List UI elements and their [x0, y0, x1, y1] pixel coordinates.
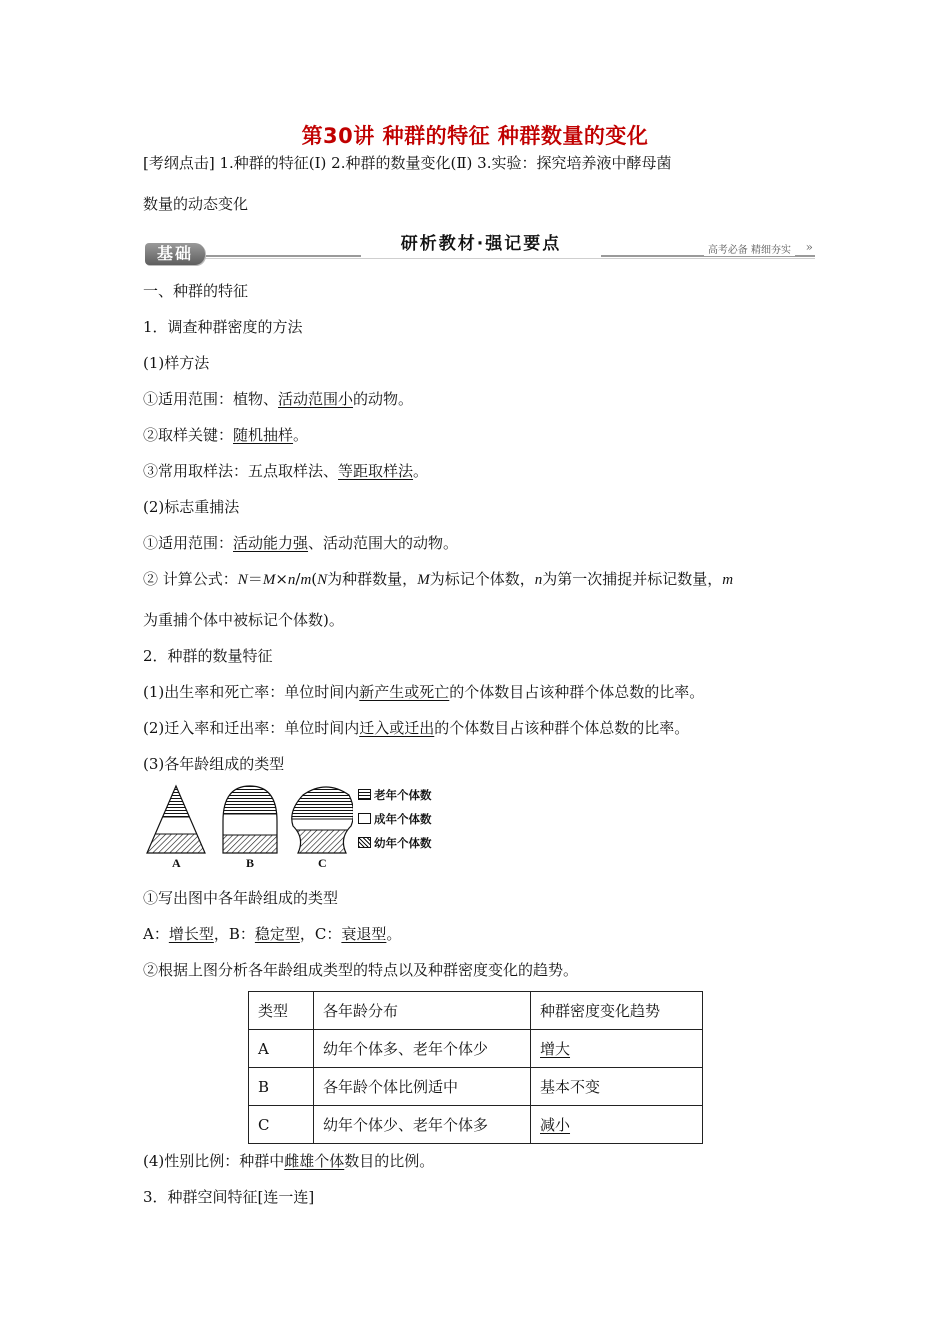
banner-badge: 基础 — [145, 243, 205, 265]
subheading-3: 3．种群空间特征[连一连] — [143, 1188, 315, 1206]
legend-swatch-elderly — [358, 789, 371, 800]
age-structure-table — [248, 991, 703, 1144]
subheading-1: 1．调查种群密度的方法 — [143, 318, 303, 336]
banner-title: 研析教材·强记要点 — [361, 231, 601, 257]
legend-swatch-adult — [358, 813, 371, 824]
question-1: ①写出图中各年龄组成的类型 — [143, 889, 339, 907]
formula-line-2: 为重捕个体中被标记个体数)。 — [143, 611, 344, 629]
quadrat-methods: ③常用取样法：五点取样法、等距取样法。 — [143, 462, 429, 480]
quadrat-key: ②取样关键：随机抽样。 — [143, 426, 309, 444]
formula-line: ② 计算公式：N＝M×n/m(N为种群数量，M为标记个体数，n为第一次捕捉并标记数量，m — [143, 570, 734, 588]
quadrat-method: (1)样方法 — [143, 354, 210, 372]
sex-ratio: (4)性别比例：种群中雌雄个体数目的比例。 — [143, 1152, 435, 1170]
table-row — [249, 1068, 703, 1106]
pyramid-a — [143, 783, 213, 854]
legend-swatch-young — [358, 837, 371, 848]
table-cell: C — [249, 1106, 314, 1144]
legend-young: 幼年个体数 — [358, 835, 432, 851]
banner-tagline: 高考必备 精细夯实 — [704, 241, 795, 256]
subheading-2: 2．种群的数量特征 — [143, 647, 273, 665]
section-heading: 一、种群的特征 — [143, 282, 249, 300]
table-cell: 增大 — [531, 1030, 703, 1068]
age-pyramid-figure — [143, 783, 443, 875]
table-header-row — [249, 992, 703, 1030]
table-header-cell: 种群密度变化趋势 — [531, 992, 703, 1030]
figure-label-c: C — [318, 856, 327, 870]
quadrat-scope: ①适用范围：植物、活动范围小的动物。 — [143, 390, 414, 408]
chevron-right-icon: » — [805, 240, 813, 254]
syllabus-line-1: [考纲点击] 1.种群的特征(Ⅰ) 2.种群的数量变化(Ⅱ) 3.实验：探究培养液中酵母菌 — [143, 154, 672, 172]
mark-recapture: (2)标志重捕法 — [143, 498, 240, 516]
legend-elderly: 老年个体数 — [358, 787, 432, 803]
table-cell: 减小 — [531, 1106, 703, 1144]
table-header-cell: 各年龄分布 — [314, 992, 531, 1030]
migration-rate: (2)迁入率和迁出率：单位时间内迁入或迁出的个体数目占该种群个体总数的比率。 — [143, 719, 690, 737]
answer-types: A：增长型，B：稳定型，C：衰退型。 — [143, 925, 402, 943]
table-cell: B — [249, 1068, 314, 1106]
table-cell: 各年龄个体比例适中 — [314, 1068, 531, 1106]
section-banner — [143, 231, 815, 265]
page-title: 第30讲 种群的特征 种群数量的变化 — [301, 124, 649, 148]
legend-adult: 成年个体数 — [358, 811, 432, 827]
table-cell: 幼年个体多、老年个体少 — [314, 1030, 531, 1068]
syllabus-line-2: 数量的动态变化 — [143, 195, 249, 213]
table-header-cell: 类型 — [249, 992, 314, 1030]
table-cell: 基本不变 — [531, 1068, 703, 1106]
table-cell: A — [249, 1030, 314, 1068]
pyramid-b — [219, 783, 281, 855]
figure-label-a: A — [172, 856, 181, 870]
figure-label-b: B — [246, 856, 255, 870]
table-row — [249, 1030, 703, 1068]
age-structure-heading: (3)各年龄组成的类型 — [143, 755, 285, 773]
table-cell: 幼年个体少、老年个体多 — [314, 1106, 531, 1144]
birth-death-rate: (1)出生率和死亡率：单位时间内新产生或死亡的个体数目占该种群个体总数的比率。 — [143, 683, 705, 701]
table-row — [249, 1106, 703, 1144]
question-2: ②根据上图分析各年龄组成类型的特点以及种群密度变化的趋势。 — [143, 961, 579, 979]
mark-recapture-scope: ①适用范围：活动能力强、活动范围大的动物。 — [143, 534, 459, 552]
banner-rule-thin — [183, 258, 815, 259]
